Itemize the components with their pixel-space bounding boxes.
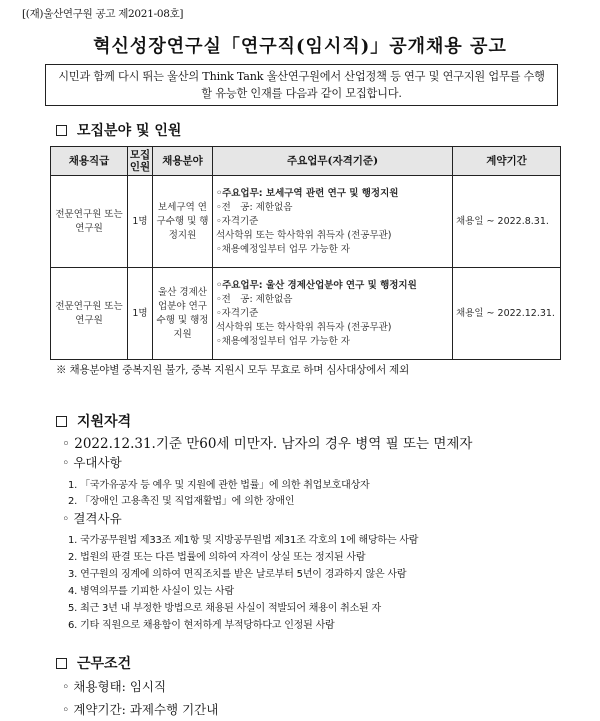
duty-line: ◦자격기준	[216, 215, 259, 227]
section-title: 지원자격	[77, 414, 132, 430]
table-header-row	[51, 147, 561, 176]
page-title: 혁신성장연구실「연구직(임시직)」공개채용 공고	[93, 36, 507, 57]
cell-term: 채용일 ~ 2022.8.31.	[453, 176, 561, 268]
cell-count: 1명	[128, 268, 153, 360]
section-recruitment	[56, 120, 181, 140]
duty-line: ◦자격기준	[216, 307, 259, 319]
header-duties: 주요업무(자격기준)	[213, 147, 453, 176]
cell-field: 보세구역 연구수행 및 행정지원	[153, 176, 213, 268]
table-row	[51, 268, 561, 360]
header-term: 계약기간	[453, 147, 561, 176]
cell-count: 1명	[128, 176, 153, 268]
age-requirement: ◦ 2022.12.31.기준 만60세 미만자. 남자의 경우 병역 필 또는 면제자	[62, 436, 473, 452]
intro-box: 시민과 함께 다시 뛰는 울산의 Think Tank 울산연구원에서 산업정책 등 연구 및 연구지원 업무를 수행할 유능한 인재를 다음과 같이 모집합니다.	[45, 64, 558, 106]
duty-line: ◦주요업무: 울산 경제산업분야 연구 및 행정지원	[216, 279, 417, 291]
recruitment-table	[50, 146, 561, 360]
notice-reference: [(재)울산연구원 공고 제2021-08호]	[22, 8, 184, 20]
duty-line: 석사학위 또는 학사학위 취득자 (전공무관)	[216, 229, 392, 241]
section-qualifications	[56, 411, 131, 431]
disqualification-item: 2. 법원의 판결 또는 다른 법률에 의하여 자격이 상실 또는 정지된 사람	[68, 552, 366, 563]
disqualification-item: 3. 연구원의 징계에 의하여 면직조치를 받은 날로부터 5년이 경과하지 않은 사람	[68, 569, 407, 580]
cell-duties	[213, 268, 453, 360]
disqualification-item: 5. 최근 3년 내 부정한 방법으로 채용된 사실이 적발되어 채용이 취소된 자	[68, 603, 381, 614]
table-row	[51, 176, 561, 268]
header-count: 모집인원	[128, 147, 153, 176]
cell-grade: 전문연구원 또는 연구원	[51, 176, 128, 268]
cell-grade: 전문연구원 또는 연구원	[51, 268, 128, 360]
disqualification-item: 6. 기타 직원으로 채용함이 현저하게 부적당하다고 인정된 사람	[68, 620, 335, 631]
disqualification-item: 4. 병역의무를 기피한 사실이 있는 사람	[68, 586, 234, 597]
square-bullet-icon	[56, 416, 67, 427]
duty-line: ◦채용예정일부터 업무 가능한 자	[216, 243, 350, 255]
disqualification-title: ◦ 결격사유	[62, 511, 122, 526]
header-field: 채용분야	[153, 147, 213, 176]
square-bullet-icon	[56, 125, 67, 136]
duplicate-application-note: ※ 채용분야별 중복지원 불가, 중복 지원시 모두 무효로 하며 심사대상에서 제외	[56, 364, 410, 376]
employment-type: ◦ 채용형태: 임시직	[62, 679, 167, 694]
section-title: 근무조건	[77, 656, 132, 672]
contract-period: ◦ 계약기간: 과제수행 기간내	[62, 702, 219, 717]
preference-item: 1. 「국가유공자 등 예우 및 지원에 관한 법률」에 의한 취업보호대상자	[68, 480, 370, 491]
preference-item: 2. 「장애인 고용촉진 및 직업재활법」에 의한 장애인	[68, 496, 295, 507]
duty-line: ◦전 공: 제한없음	[216, 201, 293, 213]
duty-line: ◦주요업무: 보세구역 관련 연구 및 행정지원	[216, 187, 399, 199]
square-bullet-icon	[56, 658, 67, 669]
cell-field: 울산 경제산업분야 연구수행 및 행정지원	[153, 268, 213, 360]
section-work-conditions	[56, 653, 131, 673]
duty-line: ◦채용예정일부터 업무 가능한 자	[216, 335, 350, 347]
header-grade: 채용직급	[51, 147, 128, 176]
duty-line: 석사학위 또는 학사학위 취득자 (전공무관)	[216, 321, 392, 333]
cell-duties	[213, 176, 453, 268]
preference-title: ◦ 우대사항	[62, 455, 122, 470]
section-title: 모집분야 및 인원	[77, 123, 182, 139]
cell-term: 채용일 ~ 2022.12.31.	[453, 268, 561, 360]
disqualification-item: 1. 국가공무원법 제33조 제1항 및 지방공무원법 제31조 각호의 1에 해당하는 사람	[68, 535, 419, 546]
duty-line: ◦전 공: 제한없음	[216, 293, 293, 305]
